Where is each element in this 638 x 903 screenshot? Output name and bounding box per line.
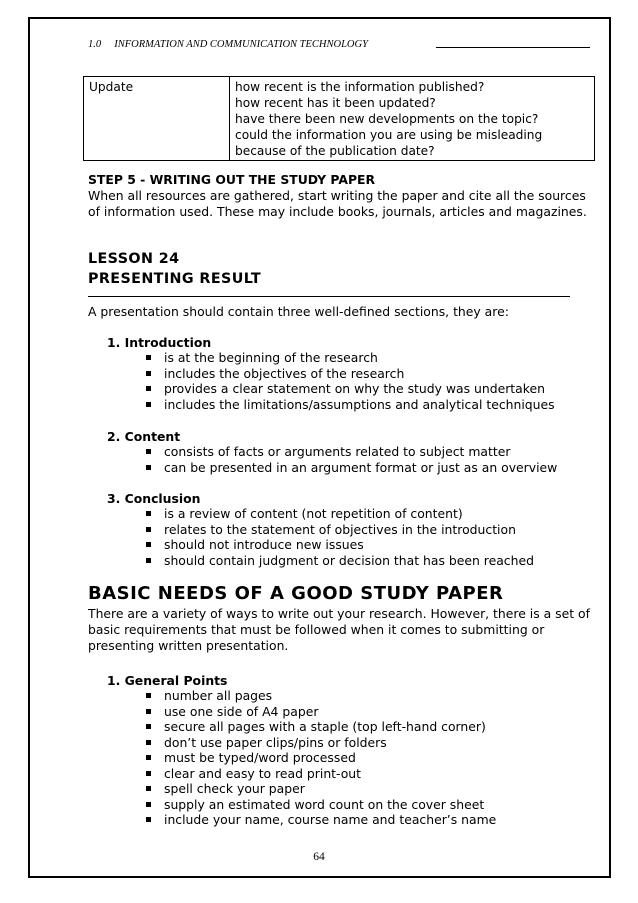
list-item: use one side of A4 paper bbox=[146, 704, 496, 720]
header-rule bbox=[436, 47, 590, 48]
list-item: supply an estimated word count on the cover sheet bbox=[146, 797, 496, 813]
bullet-icon bbox=[146, 802, 151, 807]
list-item: number all pages bbox=[146, 688, 496, 704]
list-item: should not introduce new issues bbox=[146, 537, 534, 553]
introduction-list bbox=[146, 350, 555, 412]
bullet-icon bbox=[146, 355, 151, 360]
bullet-icon bbox=[146, 511, 151, 516]
list-item: relates to the statement of objectives in the introduction bbox=[146, 522, 534, 538]
table-questions-cell bbox=[230, 77, 595, 161]
list-item: provides a clear statement on why the study was undertaken bbox=[146, 381, 555, 397]
list-item: includes the objectives of the research bbox=[146, 366, 555, 382]
bullet-icon bbox=[146, 465, 151, 470]
step5-body: When all resources are gathered, start writing the paper and cite all the sources of information used. These may include books, journals, articles and magazines. bbox=[88, 188, 587, 219]
content-list bbox=[146, 444, 557, 475]
list-item: secure all pages with a staple (top left-hand corner) bbox=[146, 719, 496, 735]
criteria-table bbox=[83, 76, 595, 161]
conclusion-list bbox=[146, 506, 534, 568]
bullet-icon bbox=[146, 755, 151, 760]
list-item: is a review of content (not repetition of content) bbox=[146, 506, 534, 522]
section-title-introduction: 1. Introduction bbox=[107, 335, 212, 350]
question-line: have there been new developments on the topic? bbox=[235, 112, 539, 126]
lesson-title: PRESENTING RESULT bbox=[88, 271, 262, 287]
bullet-icon bbox=[146, 449, 151, 454]
bullet-icon bbox=[146, 386, 151, 391]
list-item: can be presented in an argument format or just as an overview bbox=[146, 460, 557, 476]
basic-needs-heading: BASIC NEEDS OF A GOOD STUDY PAPER bbox=[88, 583, 504, 604]
section-title-general-points: 1. General Points bbox=[107, 673, 228, 688]
bullet-icon bbox=[146, 542, 151, 547]
list-item: should contain judgment or decision that has been reached bbox=[146, 553, 534, 569]
list-item: is at the beginning of the research bbox=[146, 350, 555, 366]
list-item: clear and easy to read print-out bbox=[146, 766, 496, 782]
bullet-icon bbox=[146, 740, 151, 745]
list-item: includes the limitations/assumptions and analytical techniques bbox=[146, 397, 555, 413]
list-item: must be typed/word processed bbox=[146, 750, 496, 766]
bullet-icon bbox=[146, 709, 151, 714]
bullet-icon bbox=[146, 527, 151, 532]
page-number: 64 bbox=[313, 851, 325, 863]
question-line: could the information you are using be misleading bbox=[235, 128, 543, 142]
basic-needs-body: There are a variety of ways to write out your research. However, there is a set of basic requirements that must be followed when it comes to submitting or presenting written presentation. bbox=[88, 606, 590, 653]
bullet-icon bbox=[146, 402, 151, 407]
bullet-icon bbox=[146, 693, 151, 698]
lesson-rule bbox=[88, 296, 570, 297]
general-points-list bbox=[146, 688, 496, 828]
bullet-icon bbox=[146, 786, 151, 791]
list-item: consists of facts or arguments related to subject matter bbox=[146, 444, 557, 460]
step5-section bbox=[88, 172, 598, 220]
section-title-content: 2. Content bbox=[107, 429, 181, 444]
table-row bbox=[84, 77, 595, 161]
list-item: include your name, course name and teacher’s name bbox=[146, 812, 496, 828]
section-title-conclusion: 3. Conclusion bbox=[107, 491, 201, 506]
question-line: because of the publication date? bbox=[235, 144, 435, 158]
step5-heading: STEP 5 - WRITING OUT THE STUDY PAPER bbox=[88, 172, 376, 187]
table-label-cell: Update bbox=[84, 77, 230, 161]
lesson-number: LESSON 24 bbox=[88, 251, 180, 267]
question-line: how recent has it been updated? bbox=[235, 96, 436, 110]
running-header bbox=[88, 39, 590, 55]
bullet-icon bbox=[146, 371, 151, 376]
bullet-icon bbox=[146, 558, 151, 563]
bullet-icon bbox=[146, 724, 151, 729]
bullet-icon bbox=[146, 771, 151, 776]
list-item: don’t use paper clips/pins or folders bbox=[146, 735, 496, 751]
list-item: spell check your paper bbox=[146, 781, 496, 797]
question-line: how recent is the information published? bbox=[235, 80, 485, 94]
header-text: 1.0 INFORMATION AND COMMUNICATION TECHNOLOGY bbox=[88, 39, 368, 50]
bullet-icon bbox=[146, 817, 151, 822]
lesson-intro: A presentation should contain three well-defined sections, they are: bbox=[88, 304, 509, 319]
